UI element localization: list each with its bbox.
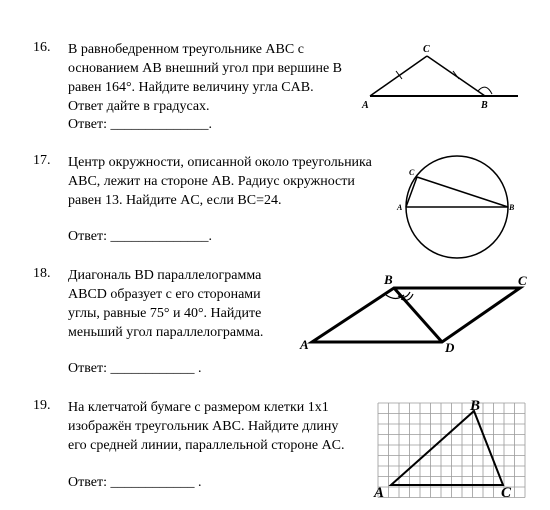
problem-18-line-4: меньший угол параллелограмма. (68, 325, 264, 340)
problem-18-text (68, 266, 285, 342)
fig16-label-b: B (481, 100, 488, 111)
fig16-label-a: A (362, 100, 369, 111)
fig16-label-c: C (423, 44, 430, 55)
figure-16-triangle (360, 40, 525, 112)
fig19-label-a: A (374, 485, 385, 501)
problem-17-line-3: равен 13. Найдите AC, если BC=24. (68, 193, 282, 208)
problem-16-line-4: Ответ дайте в градусах. (68, 99, 210, 114)
fig18-label-a: A (300, 337, 309, 352)
problem-17-line-1: Центр окружности, описанной около треугольника (68, 155, 372, 170)
problem-16-answer: Ответ: ______________. (68, 117, 212, 132)
fig17-label-a: A (397, 203, 403, 212)
problem-19-answer: Ответ: ____________ . (68, 475, 202, 490)
problem-18-line-1: Диагональ BD параллелограмма (68, 268, 262, 283)
figure-17-circle (395, 150, 525, 265)
problem-17-answer: Ответ: ______________. (68, 229, 212, 244)
problem-18-line-2: ABCD образует с его сторонами (68, 287, 261, 302)
problem-19-line-1: На клетчатой бумаге с размером клетки 1x1 (68, 400, 329, 415)
problem-19-line-2: изображён треугольник ABC. Найдите длину (68, 419, 339, 434)
problem-18-number: 18. (33, 266, 51, 281)
figure-18-parallelogram (298, 270, 538, 355)
problem-16-line-3: равен 164°. Найдите величину угла CAB. (68, 80, 314, 95)
fig18-label-d: D (445, 340, 455, 355)
problem-19-number: 19. (33, 398, 51, 413)
problem-16-text (68, 40, 353, 116)
problem-17-number: 17. (33, 153, 51, 168)
figure-19-grid-triangle (370, 395, 530, 505)
problem-18-line-3: углы, равные 75° и 40°. Найдите (68, 306, 262, 321)
problem-18-answer: Ответ: ____________ . (68, 361, 202, 376)
fig18-label-b: B (384, 272, 393, 287)
problem-17-text (68, 153, 385, 210)
problem-19-text (68, 398, 363, 455)
fig17-label-c: C (409, 168, 415, 177)
problem-17-line-2: ABC, лежит на стороне AB. Радиус окружности (68, 174, 355, 189)
fig17-label-b: B (509, 203, 515, 212)
problem-16-number: 16. (33, 40, 51, 55)
problem-16-line-2: основанием AB внешний угол при вершине B (68, 61, 343, 76)
problem-19-line-3: его средней линии, параллельной стороне AC. (68, 438, 345, 453)
fig19-label-c: C (501, 485, 512, 501)
fig18-label-c: C (518, 273, 527, 288)
fig19-label-b: B (470, 398, 481, 414)
problem-16-line-1: В равнобедренном треугольнике ABC с (68, 42, 304, 57)
